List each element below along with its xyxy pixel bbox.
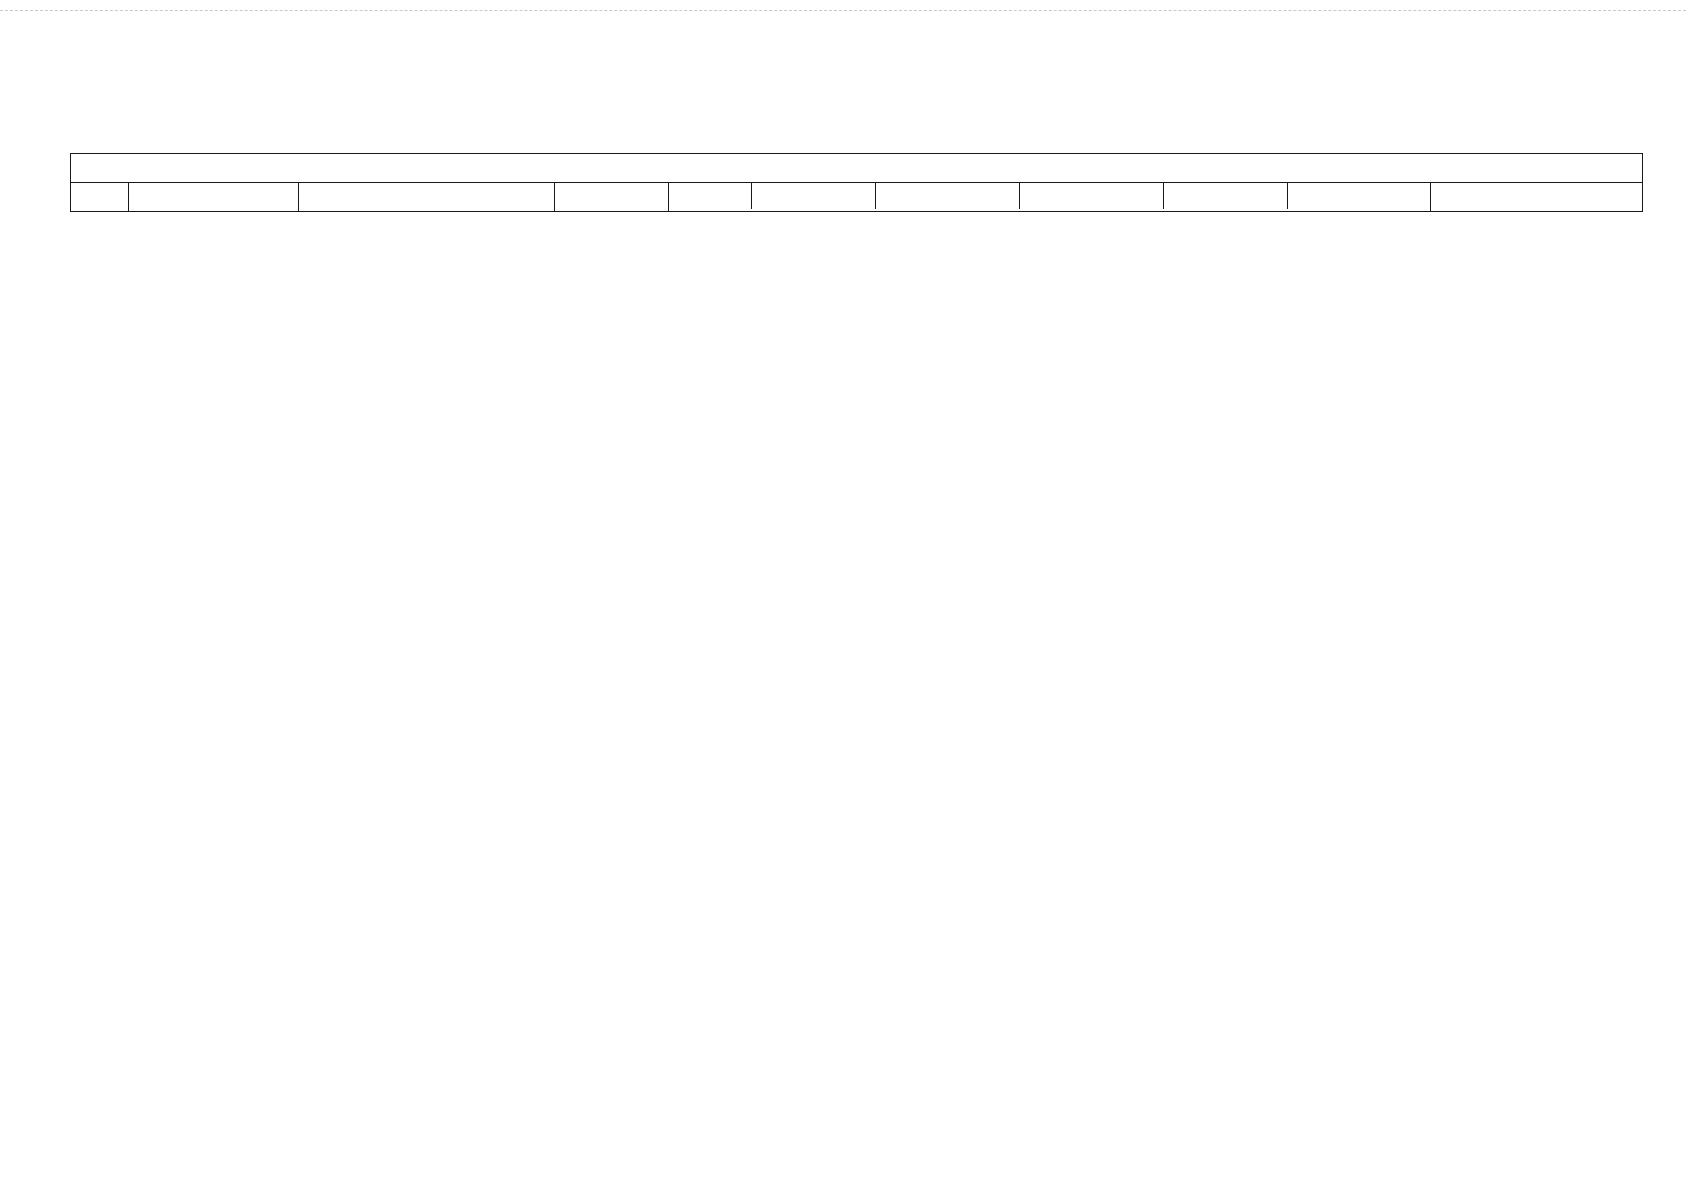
table-row-clipped bbox=[71, 183, 1643, 212]
program-cell bbox=[129, 183, 299, 212]
object-cell bbox=[299, 183, 555, 212]
amount-col4 bbox=[1287, 183, 1431, 209]
amount-total bbox=[751, 183, 875, 209]
amount-col2 bbox=[1019, 183, 1163, 209]
years-cell bbox=[669, 183, 1431, 212]
section-title bbox=[71, 154, 1643, 183]
amount-col3 bbox=[1163, 183, 1287, 209]
section-header-body bbox=[71, 154, 1643, 183]
row-number bbox=[71, 183, 129, 212]
section-row bbox=[71, 154, 1643, 183]
amount-col1 bbox=[875, 183, 1019, 209]
scan-edge bbox=[0, 10, 1686, 11]
years-subtable bbox=[669, 183, 1431, 209]
year-row bbox=[669, 183, 1431, 209]
clipped-body bbox=[71, 183, 1643, 212]
period-cell bbox=[555, 183, 669, 212]
responsible-cell bbox=[1431, 183, 1643, 212]
year-label bbox=[669, 183, 751, 209]
financing-table bbox=[70, 153, 1643, 212]
